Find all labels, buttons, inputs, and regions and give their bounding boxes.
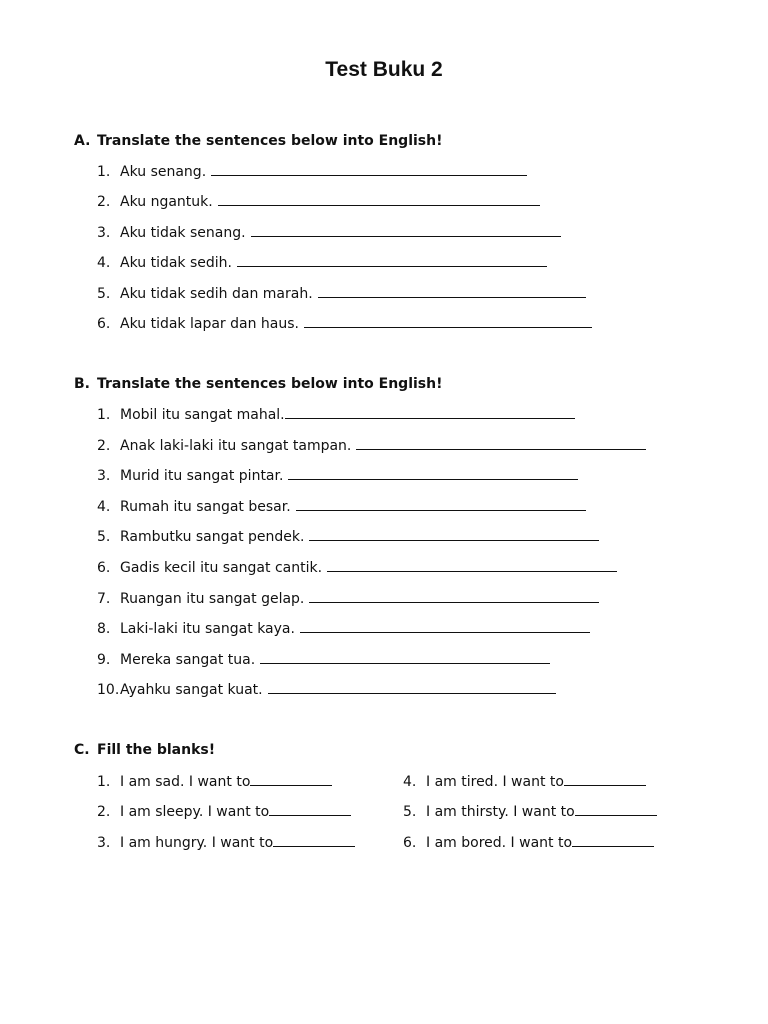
question-b-8: 8. Laki-laki itu sangat kaya. [97,620,590,638]
question-b-9: 9. Mereka sangat tua. [97,651,550,669]
question-text: I am sleepy. I want to [120,804,270,820]
question-a-2: 2. Aku ngantuk. [97,193,540,211]
section-c-heading [74,742,215,758]
question-text: Mereka sangat tua. [120,652,256,668]
question-text: Mobil itu sangat mahal. [120,407,285,423]
question-text: Rambutku sangat pendek. [120,529,305,545]
question-text: I am sad. I want to [120,774,251,790]
answer-blank[interactable] [288,478,578,480]
answer-blank[interactable] [300,631,590,633]
question-text: I am thirsty. I want to [426,804,575,820]
question-c-1: 1. I am sad. I want to [97,773,332,791]
question-a-5: 5. Aku tidak sedih dan marah. [97,285,586,303]
answer-blank[interactable] [260,662,550,664]
question-text: Rumah itu sangat besar. [120,499,291,515]
answer-blank[interactable] [572,845,654,847]
answer-blank[interactable] [285,417,575,419]
question-b-2: 2. Anak laki-laki itu sangat tampan. [97,437,646,455]
question-c-4: 4. I am tired. I want to [403,773,646,791]
section-a-instruction: Translate the sentences below into English! [97,133,443,149]
question-text: I am hungry. I want to [120,835,274,851]
question-text: I am tired. I want to [426,774,564,790]
question-b-1: 1. Mobil itu sangat mahal. [97,406,575,424]
answer-blank[interactable] [318,296,586,298]
question-b-4: 4. Rumah itu sangat besar. [97,498,586,516]
answer-blank[interactable] [237,265,547,267]
question-b-7: 7. Ruangan itu sangat gelap. [97,590,599,608]
answer-blank[interactable] [268,692,556,694]
question-text: Ruangan itu sangat gelap. [120,591,305,607]
question-a-1: 1. Aku senang. [97,163,527,181]
question-a-4: 4. Aku tidak sedih. [97,254,547,272]
answer-blank[interactable] [218,204,540,206]
question-text: Aku tidak lapar dan haus. [120,316,299,332]
question-c-5: 5. I am thirsty. I want to [403,803,657,821]
answer-blank[interactable] [309,539,599,541]
section-b-heading [74,376,442,392]
answer-blank[interactable] [356,448,646,450]
question-text: Aku tidak sedih dan marah. [120,286,313,302]
question-text: Aku tidak sedih. [120,255,232,271]
question-a-6: 6. Aku tidak lapar dan haus. [97,315,592,333]
answer-blank[interactable] [211,174,527,176]
page-title: Test Buku 2 [325,58,443,81]
question-text: Aku senang. [120,164,207,180]
question-text: Aku tidak senang. [120,225,246,241]
answer-blank[interactable] [250,784,332,786]
question-text: Gadis kecil itu sangat cantik. [120,560,323,576]
section-a-heading [74,133,442,149]
question-text: Aku ngantuk. [120,194,213,210]
question-c-6: 6. I am bored. I want to [403,834,654,852]
question-text: Anak laki-laki itu sangat tampan. [120,438,352,454]
section-c-letter: C. [74,742,90,758]
question-text: Ayahku sangat kuat. [120,682,263,698]
answer-blank[interactable] [296,509,586,511]
question-text: Laki-laki itu sangat kaya. [120,621,295,637]
answer-blank[interactable] [304,326,592,328]
answer-blank[interactable] [269,814,351,816]
question-c-2: 2. I am sleepy. I want to [97,803,351,821]
section-a-letter: A. [74,133,91,149]
question-b-3: 3. Murid itu sangat pintar. [97,467,578,485]
answer-blank[interactable] [564,784,646,786]
question-text: I am bored. I want to [426,835,573,851]
question-text: Murid itu sangat pintar. [120,468,284,484]
section-c-instruction: Fill the blanks! [97,742,216,758]
answer-blank[interactable] [309,601,599,603]
question-b-6: 6. Gadis kecil itu sangat cantik. [97,559,617,577]
answer-blank[interactable] [273,845,355,847]
question-b-5: 5. Rambutku sangat pendek. [97,528,599,546]
section-b-instruction: Translate the sentences below into English! [97,376,443,392]
question-b-10: 10.Ayahku sangat kuat. [97,681,556,699]
question-c-3: 3. I am hungry. I want to [97,834,355,852]
answer-blank[interactable] [327,570,617,572]
section-b-letter: B. [74,376,90,392]
question-a-3: 3. Aku tidak senang. [97,224,561,242]
answer-blank[interactable] [251,235,561,237]
answer-blank[interactable] [575,814,657,816]
